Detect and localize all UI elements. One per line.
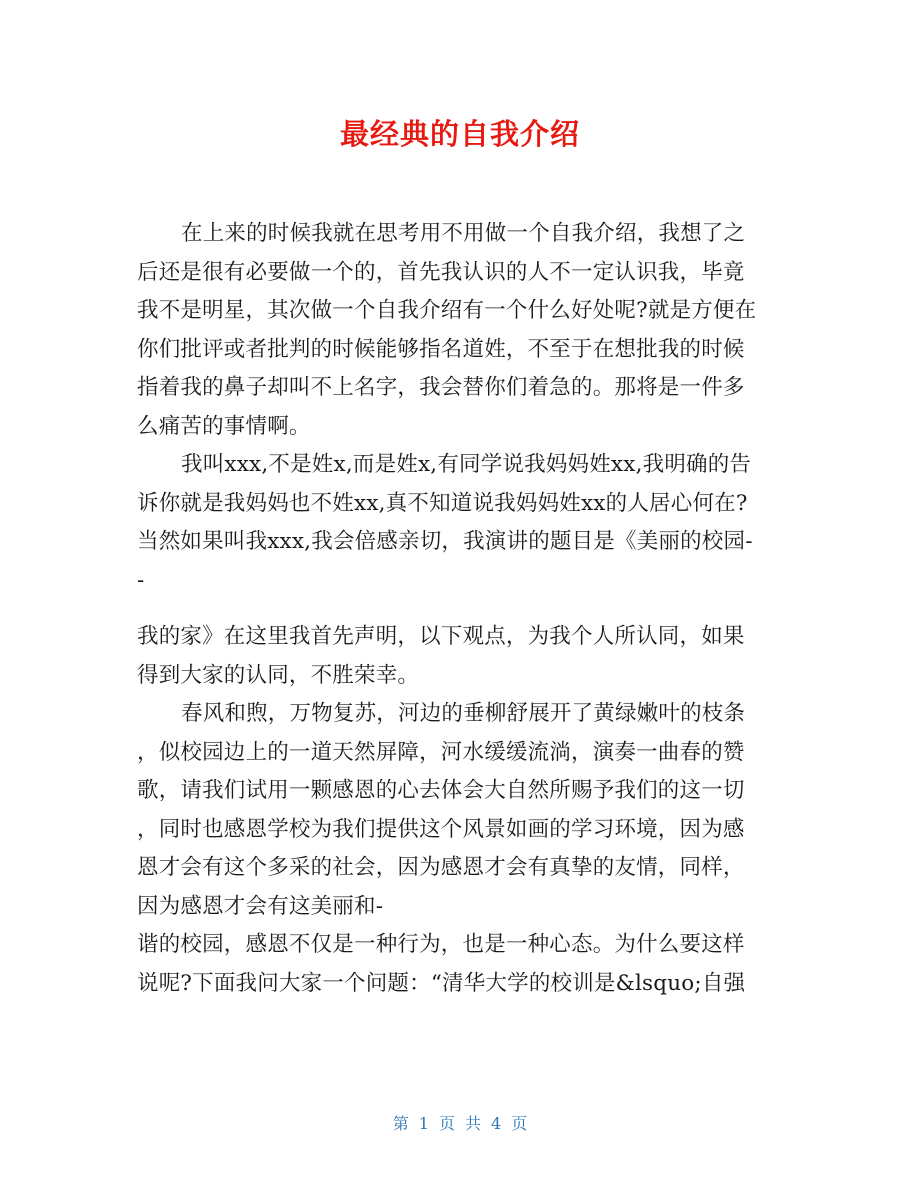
paragraph-line: 歌，请我们试用一颗感恩的心去体会大自然所赐予我们的这一切 — [137, 778, 745, 803]
paragraph-line: 我不是明星，其次做一个自我介绍有一个什么好处呢?就是方便在 — [137, 298, 757, 323]
paragraph-line: 我的家》在这里我首先声明，以下观点，为我个人所认同，如果 — [137, 624, 745, 649]
paragraph-line: 后还是很有必要做一个的，首先我认识的人不一定认识我，毕竟 — [137, 259, 745, 285]
paragraph-line: 当然如果叫我xxx,我会倍感亲切，我演讲的题目是《美丽的校园- — [137, 529, 753, 554]
paragraph-line: 你们批评或者批判的时候能够指名道姓，不至于在想批我的时候 — [137, 336, 745, 362]
document-title: 最经典的自我介绍 — [339, 117, 580, 151]
paragraph-line: 说呢?下面我问大家一个问题：“清华大学的校训是&lsquo;自强 — [137, 970, 746, 996]
paragraph-line: 恩才会有这个多采的社会，因为感恩才会有真挚的友情，同样， — [137, 855, 745, 880]
paragraph-line: 诉你就是我妈妈也不姓xx,真不知道说我妈妈姓xx的人居心何在? — [137, 490, 748, 516]
paragraph-line: 么痛苦的事情啊。 — [137, 413, 311, 439]
paragraph-line: 春风和煦，万物复苏，河边的垂柳舒展开了黄绿嫩叶的枝条 — [181, 701, 746, 726]
paragraph-line: 因为感恩才会有这美丽和- — [137, 893, 384, 919]
current-page-number: 1 — [418, 1114, 429, 1133]
document-body — [137, 215, 787, 1003]
total-pages-number: 4 — [491, 1114, 502, 1133]
footer-prefix: 第 — [392, 1114, 409, 1133]
paragraph-line: 在上来的时候我就在思考用不用做一个自我介绍，我想了之 — [181, 221, 746, 246]
page-footer — [0, 1112, 920, 1136]
paragraph-line: 谐的校园，感恩不仅是一种行为，也是一种心态。为什么要这样 — [137, 932, 745, 957]
paragraph-line: 指着我的鼻子却叫不上名字，我会替你们着急的。那将是一件多 — [137, 375, 745, 400]
footer-total-prefix: 共 — [465, 1114, 482, 1133]
paragraph-line: - — [137, 567, 145, 593]
footer-page-label: 页 — [438, 1114, 455, 1133]
paragraph-line: 我叫xxx,不是姓x,而是姓x,有同学说我妈妈姓xx,我明确的告 — [181, 452, 752, 477]
paragraph-line: ，同时也感恩学校为我们提供这个风景如画的学习环境，因为感 — [137, 816, 745, 842]
footer-suffix: 页 — [511, 1114, 528, 1133]
paragraph-line: 得到大家的认同，不胜荣幸。 — [137, 662, 420, 688]
paragraph-line: ，似校园边上的一道天然屏障，河水缓缓流淌，演奏一曲春的赞 — [137, 739, 745, 765]
